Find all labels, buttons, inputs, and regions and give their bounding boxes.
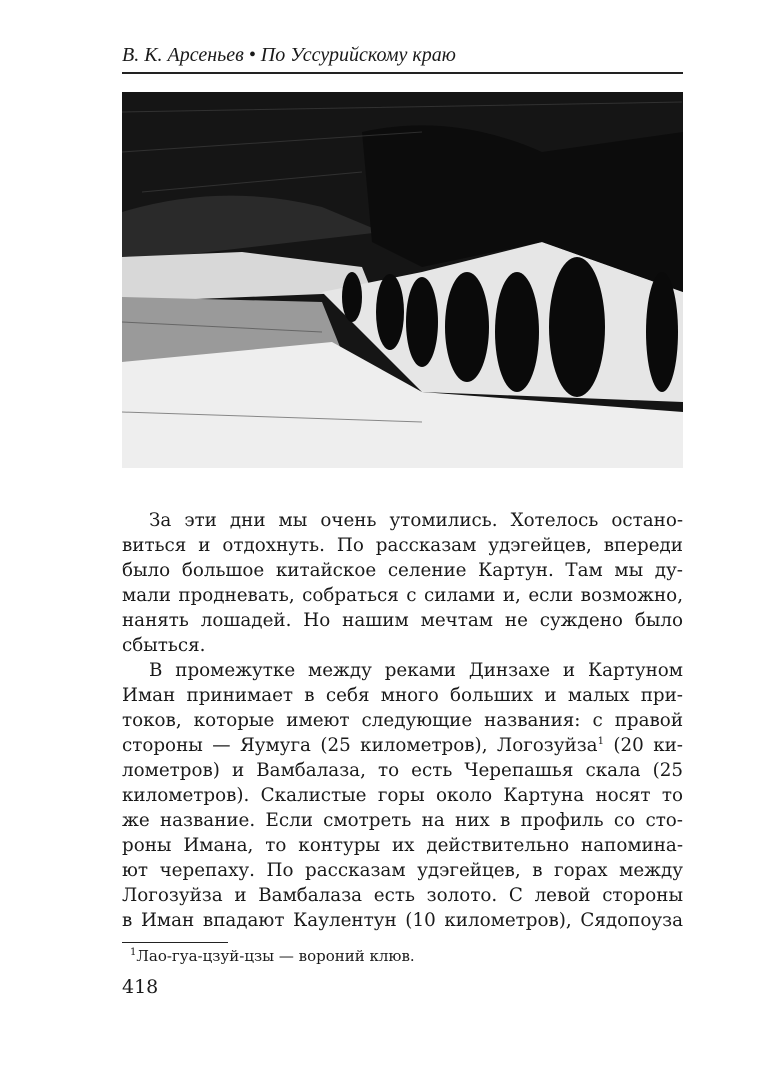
text-line: в Иман впадают Каулентун (10 километров), Сядопоуза	[122, 910, 683, 931]
text-line: Иман принимает в себя много больших и малых при-	[122, 685, 683, 706]
text-line: лометров) и Вамбалаза, то есть Черепашья скала (25	[122, 760, 683, 781]
text-line: виться и отдохнуть. По рассказам удэгейцев, впереди	[122, 535, 683, 556]
text-line: В промежутке между реками Динзахе и Картуном	[149, 660, 683, 681]
footnote	[130, 947, 415, 965]
illustration	[122, 92, 683, 468]
text-line: роны Имана, то контуры их действительно напомина-	[122, 835, 683, 856]
text-line: километров). Скалистые горы около Картуна носят то	[122, 785, 683, 806]
text-line: За эти дни мы очень утомились. Хотелось остано-	[149, 510, 683, 531]
text-line: было большое китайское селение Картун. Там мы ду-	[122, 560, 683, 581]
footnote-rule	[122, 942, 228, 943]
text-line: ют черепаху. По рассказам удэгейцев, в горах между	[122, 860, 683, 881]
header-rule	[122, 72, 683, 74]
running-header: В. К. Арсеньев • По Уссурийскому краю	[122, 44, 456, 66]
text-line: Логозуйза и Вамбалаза есть золото. С левой стороны	[122, 885, 683, 906]
footnote-ref[interactable]: 1	[597, 735, 604, 747]
text-segment: (20 ки-	[603, 735, 683, 756]
text-line: мали продневать, собраться с силами и, если возможно,	[122, 585, 683, 606]
footnote-text: Лао-гуа-цзуй-цзы — вороний клюв.	[136, 947, 415, 965]
footnote-marker: 1	[130, 947, 137, 958]
text-line: токов, которые имеют следующие названия: с правой	[122, 710, 683, 731]
text-segment: стороны — Яумуга (25 километров), Логозуйза	[122, 735, 598, 756]
text-line: сбыться.	[122, 635, 206, 656]
body-text	[122, 508, 683, 933]
page-number: 418	[122, 976, 159, 998]
text-line-with-footnote	[122, 733, 683, 758]
text-line: же название. Если смотреть на них в профиль со сто-	[122, 810, 683, 831]
text-line: нанять лошадей. Но нашим мечтам не суждено было	[122, 610, 683, 631]
